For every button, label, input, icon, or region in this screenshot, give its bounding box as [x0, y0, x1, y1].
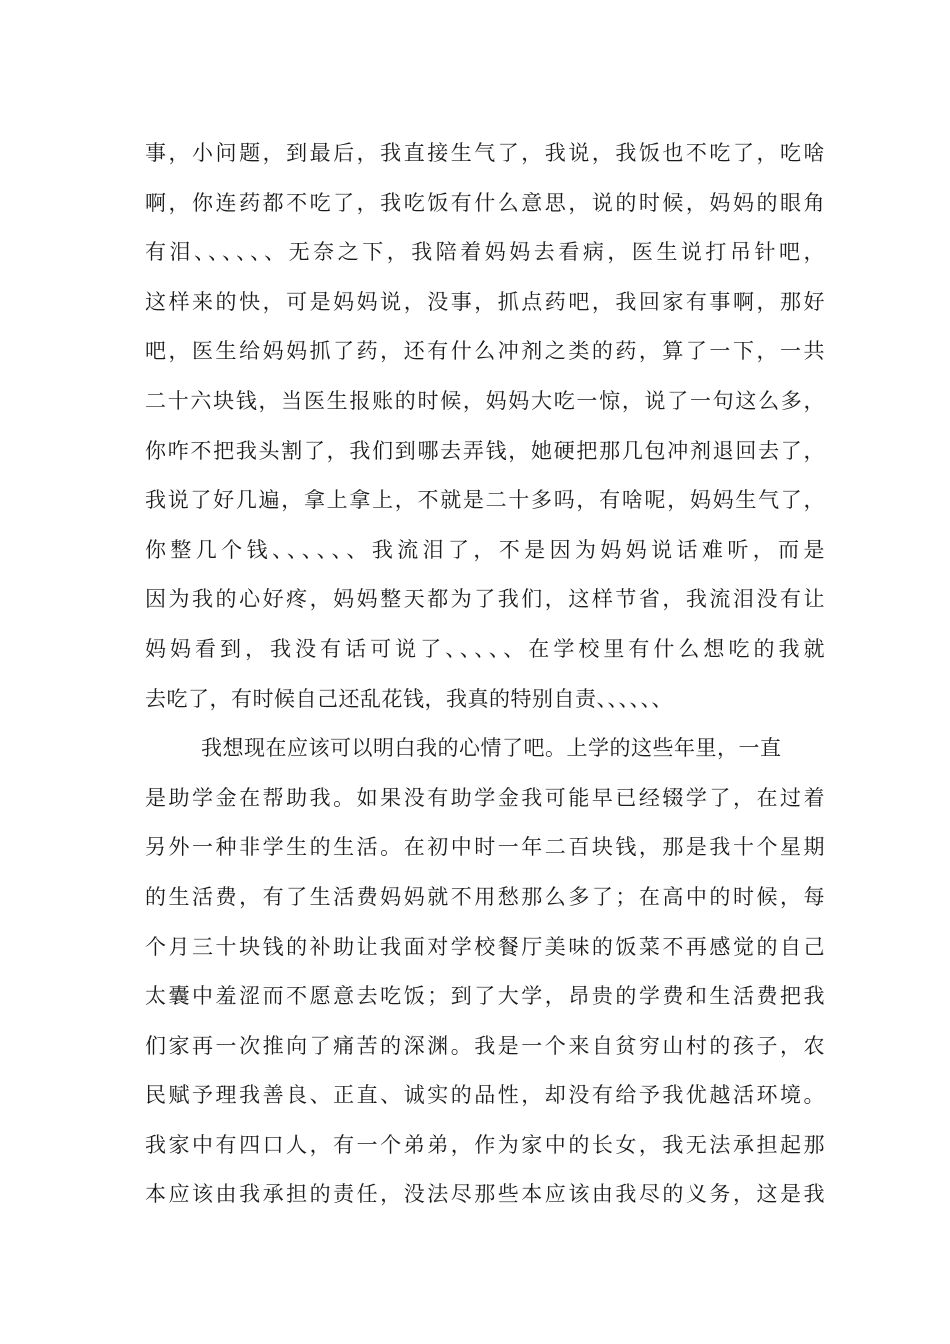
- text-line-9: 你整几个钱、、、、、、我流泪了，不是因为妈妈说话难听，而是: [145, 537, 825, 562]
- text-line-10: 因为我的心好疼，妈妈整天都为了我们，这样节省，我流泪没有让: [145, 587, 825, 612]
- text-line-18: 太囊中羞涩而不愿意去吃饭；到了大学，昂贵的学费和生活费把我: [145, 984, 825, 1009]
- text-line-22: 本应该由我承担的责任，没法尽那些本应该由我尽的义务，这是我: [145, 1182, 825, 1207]
- text-line-2: 啊，你连药都不吃了，我吃饭有什么意思，说的时候，妈妈的眼角: [145, 190, 825, 215]
- text-line-7: 你咋不把我头割了，我们到哪去弄钱，她硬把那几包冲剂退回去了，: [145, 438, 825, 463]
- text-line-20: 民赋予理我善良、正直、诚实的品性，却没有给予我优越活环境。: [145, 1083, 825, 1108]
- text-line-5: 吧，医生给妈妈抓了药，还有什么冲剂之类的药，算了一下，一共: [145, 339, 825, 364]
- text-line-4: 这样来的快，可是妈妈说，没事，抓点药吧，我回家有事啊，那好: [145, 289, 825, 314]
- text-line-12: 去吃了，有时候自己还乱花钱，我真的特别自责、、、、、、: [145, 686, 673, 711]
- text-line-11: 妈妈看到，我没有话可说了、、、、、在学校里有什么想吃的我就: [145, 636, 825, 661]
- text-line-1: 事，小问题，到最后，我直接生气了，我说，我饭也不吃了，吃啥: [145, 141, 825, 165]
- text-line-3: 有泪、、、、、、无奈之下，我陪着妈妈去看病，医生说打吊针吧，: [145, 240, 825, 265]
- text-line-8: 我说了好几遍，拿上拿上，不就是二十多吗，有啥呢，妈妈生气了，: [145, 488, 825, 513]
- text-line-15: 另外一种非学生的生活。在初中时一年二百块钱，那是我十个星期: [145, 835, 825, 860]
- body-text: [145, 129, 825, 1220]
- text-line-17: 个月三十块钱的补助让我面对学校餐厅美味的饭菜不再感觉的自己: [145, 934, 825, 959]
- text-line-21: 我家中有四口人，有一个弟弟，作为家中的长女，我无法承担起那: [145, 1132, 825, 1157]
- text-line-16: 的生活费，有了生活费妈妈就不用愁那么多了；在高中的时候，每: [145, 884, 825, 909]
- text-line-6: 二十六块钱，当医生报账的时候，妈妈大吃一惊，说了一句这么多，: [145, 388, 825, 413]
- paragraph-first-line: 我想现在应该可以明白我的心情了吧。上学的这些年里，一直: [201, 736, 782, 761]
- text-line-19: 们家再一次推向了痛苦的深渊。我是一个来自贫穷山村的孩子，农: [145, 1033, 825, 1058]
- text-line-14: 是助学金在帮助我。如果没有助学金我可能早已经辍学了，在过着: [145, 785, 825, 810]
